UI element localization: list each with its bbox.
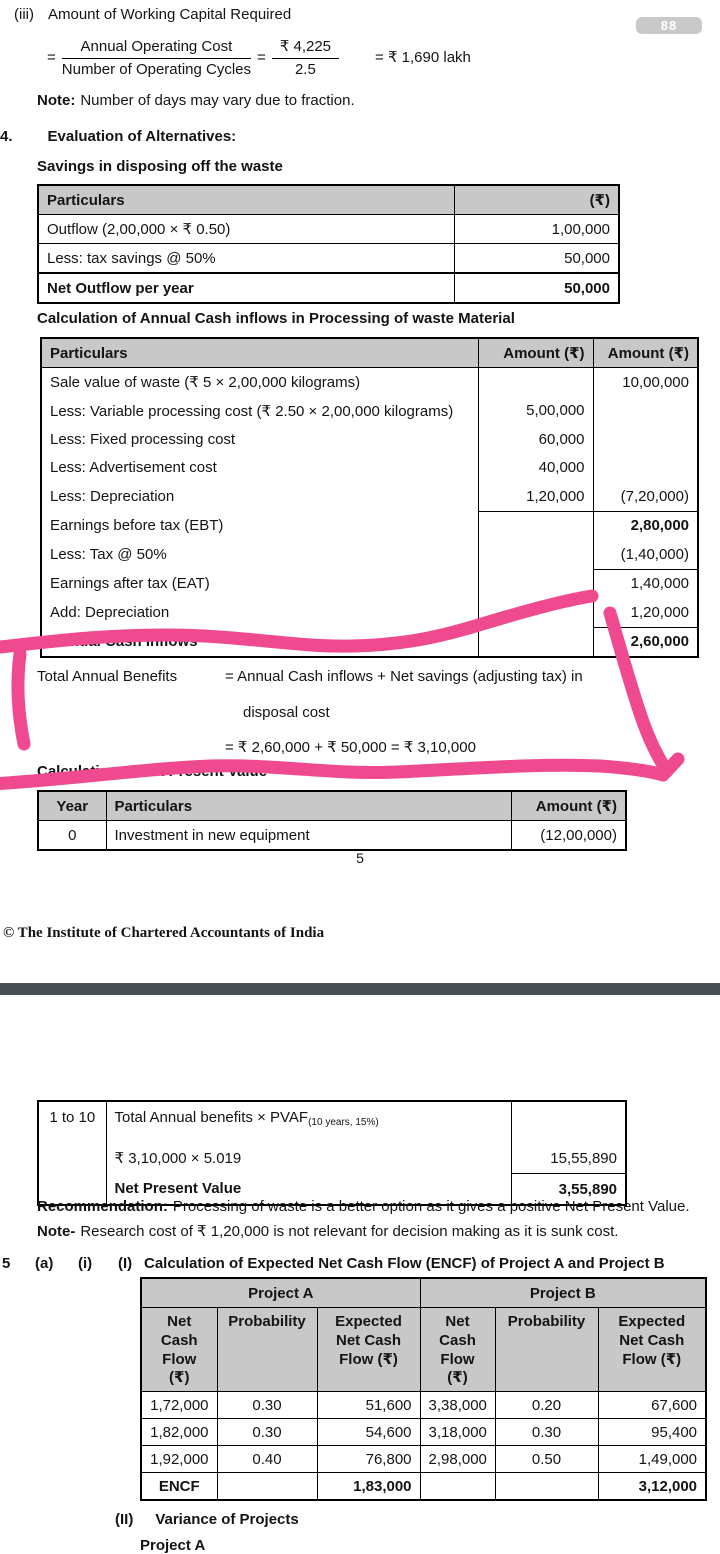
column-header: Expected Net Cash Flow (₹) bbox=[317, 1308, 420, 1392]
particulars-cell: Less: Depreciation bbox=[50, 488, 175, 505]
amount-cell: (12,00,000) bbox=[511, 821, 626, 851]
recommendation-label: Recommendation: bbox=[37, 1198, 168, 1215]
benefits-formula-cont: disposal cost bbox=[243, 704, 330, 721]
npv-table bbox=[37, 790, 627, 851]
expected-cell: 1,49,000 bbox=[598, 1446, 706, 1473]
table-row bbox=[41, 511, 698, 540]
section-title: Evaluation of Alternatives: bbox=[47, 128, 237, 145]
empty-cell bbox=[495, 1473, 598, 1501]
table-row bbox=[141, 1392, 706, 1419]
amount-cell bbox=[478, 569, 593, 598]
table-row bbox=[38, 215, 619, 244]
amount-cell: 15,55,890 bbox=[511, 1143, 626, 1174]
amount-cell bbox=[478, 627, 593, 657]
benefits-label: Total Annual Benefits bbox=[37, 668, 178, 685]
cashflow-cell: 2,98,000 bbox=[420, 1446, 495, 1473]
table-row bbox=[38, 1143, 626, 1174]
npv-continuation-table bbox=[37, 1100, 627, 1206]
copyright-line: © The Institute of Chartered Accountants of India bbox=[3, 925, 325, 941]
variance-title: Variance of Projects bbox=[155, 1511, 299, 1528]
particulars-cell: Less: Variable processing cost (₹ 2.50 × 2,00,000 kilograms) bbox=[50, 402, 454, 420]
particulars-cell: Earnings after tax (EAT) bbox=[50, 575, 210, 592]
amount-cell bbox=[511, 1101, 626, 1143]
encf-table bbox=[140, 1277, 707, 1501]
table-row bbox=[41, 454, 698, 483]
column-header: Particulars bbox=[38, 185, 454, 215]
particulars-cell: Less: Fixed processing cost bbox=[50, 430, 236, 448]
amount-cell: (7,20,000) bbox=[593, 482, 698, 511]
cashflow-cell: 1,92,000 bbox=[141, 1446, 217, 1473]
table-row bbox=[141, 1446, 706, 1473]
cutoff-heading-project-a: Project A bbox=[140, 1537, 206, 1554]
fraction-denominator: 2.5 bbox=[294, 61, 316, 78]
table-row bbox=[41, 569, 698, 598]
table-row bbox=[41, 397, 698, 426]
equals-sign: = bbox=[47, 48, 56, 66]
particulars-cell: Total Annual benefits × $PVAF_{(10 years, 15\%)}$ bbox=[114, 1109, 379, 1128]
table-row bbox=[41, 425, 698, 454]
amount-cell: (1,40,000) bbox=[593, 540, 698, 569]
section-4-heading bbox=[0, 128, 236, 145]
table-total-row bbox=[41, 627, 698, 657]
column-header: Amount (₹) bbox=[478, 338, 593, 368]
expected-cell: 54,600 bbox=[317, 1419, 420, 1446]
expected-cell: 51,600 bbox=[317, 1392, 420, 1419]
cashflow-cell: 3,18,000 bbox=[420, 1419, 495, 1446]
page-number-badge: 88 bbox=[636, 17, 702, 34]
fraction-numerator: ₹ 4,225 bbox=[272, 36, 339, 59]
inflows-heading: Calculation of Annual Cash inflows in Processing of waste Material bbox=[37, 310, 515, 327]
amount-cell: 3,55,890 bbox=[511, 1174, 626, 1206]
particulars-cell: Earnings before tax (EBT) bbox=[50, 517, 224, 534]
savings-subheading: Savings in disposing off the waste bbox=[37, 158, 283, 175]
column-header: Amount (₹) bbox=[593, 338, 698, 368]
expected-cell: 67,600 bbox=[598, 1392, 706, 1419]
working-capital-heading bbox=[14, 6, 291, 23]
pvaf-subscript: (10 years, 15%) bbox=[308, 1117, 379, 1128]
part-i-label: (i) bbox=[78, 1255, 93, 1272]
amount-cell bbox=[478, 368, 593, 397]
particulars-cell: Net Present Value bbox=[114, 1180, 242, 1198]
note-line bbox=[37, 92, 355, 109]
probability-cell: 0.20 bbox=[495, 1392, 598, 1419]
encf-label-cell: ENCF bbox=[141, 1473, 217, 1501]
probability-cell: 0.30 bbox=[495, 1419, 598, 1446]
npv-heading: Calculation of Net Present Value bbox=[37, 763, 268, 780]
item-number: (iii) bbox=[14, 6, 34, 23]
column-header: Probability bbox=[217, 1308, 317, 1392]
amount-cell bbox=[478, 540, 593, 569]
project-b-header: Project B bbox=[420, 1278, 706, 1308]
total-benefits-line bbox=[37, 668, 583, 685]
page-number: 5 bbox=[356, 850, 364, 866]
particulars-cell: Sale value of waste (₹ 5 × 2,00,000 kilograms) bbox=[50, 374, 361, 392]
amount-cell: 1,20,000 bbox=[593, 598, 698, 627]
table-row bbox=[38, 821, 626, 851]
section-number: 4. bbox=[0, 128, 13, 145]
note-label: Note- bbox=[37, 1223, 76, 1240]
column-header: Particulars bbox=[41, 338, 478, 368]
heading-text: Amount of Working Capital Required bbox=[48, 6, 292, 23]
column-header: Net Cash Flow (₹) bbox=[141, 1308, 217, 1392]
amount-cell: 40,000 bbox=[478, 454, 593, 483]
table-row bbox=[41, 598, 698, 627]
particulars-cell: Less: tax savings @ 50% bbox=[38, 244, 454, 274]
year-cell: 1 to 10 bbox=[38, 1101, 106, 1205]
savings-table bbox=[37, 184, 620, 304]
variance-heading bbox=[115, 1511, 299, 1528]
amount-cell bbox=[593, 454, 698, 483]
amount-cell: 2,80,000 bbox=[593, 511, 698, 540]
amount-cell: 1,20,000 bbox=[478, 482, 593, 511]
working-capital-formula bbox=[47, 36, 471, 78]
note-text: Research cost of ₹ 1,20,000 is not relevant for decision making as it is sunk cost. bbox=[80, 1223, 619, 1240]
year-cell: 0 bbox=[38, 821, 106, 851]
column-header: Expected Net Cash Flow (₹) bbox=[598, 1308, 706, 1392]
probability-cell: 0.30 bbox=[217, 1392, 317, 1419]
amount-cell: 2,60,000 bbox=[593, 627, 698, 657]
particulars-cell: Less: Advertisement cost bbox=[50, 459, 217, 477]
empty-cell bbox=[217, 1473, 317, 1501]
amount-cell: 60,000 bbox=[478, 425, 593, 454]
amount-cell: 50,000 bbox=[454, 273, 619, 303]
encf-heading: Calculation of Expected Net Cash Flow (ENCF) of Project A and Project B bbox=[144, 1255, 665, 1272]
particulars-cell: Annual Cash inflows bbox=[50, 633, 198, 650]
recommendation-text: Processing of waste is a better option as it gives a positive Net Present Value. bbox=[172, 1198, 690, 1215]
cashflow-cell: 3,38,000 bbox=[420, 1392, 495, 1419]
expected-cell: 95,400 bbox=[598, 1419, 706, 1446]
particulars-cell: Less: Tax @ 50% bbox=[50, 546, 167, 563]
particulars-cell: Net Outflow per year bbox=[38, 273, 454, 303]
empty-cell bbox=[420, 1473, 495, 1501]
fraction-numerator: Annual Operating Cost bbox=[62, 37, 251, 59]
particulars-cell: Add: Depreciation bbox=[50, 604, 170, 621]
column-header: Net Cash Flow (₹) bbox=[420, 1308, 495, 1392]
part-a-label: (a) bbox=[35, 1255, 54, 1272]
column-header: (₹) bbox=[454, 185, 619, 215]
amount-cell: 1,40,000 bbox=[593, 569, 698, 598]
table-row bbox=[41, 482, 698, 511]
cashflow-cell: 1,82,000 bbox=[141, 1419, 217, 1446]
table-row bbox=[38, 1101, 626, 1143]
encf-b-cell: 3,12,000 bbox=[598, 1473, 706, 1501]
expected-cell: 76,800 bbox=[317, 1446, 420, 1473]
column-header: Year bbox=[38, 791, 106, 821]
particulars-cell: Outflow (2,00,000 × ₹ 0.50) bbox=[38, 215, 454, 244]
fraction-values bbox=[272, 36, 339, 78]
recommendation-line bbox=[37, 1198, 713, 1215]
probability-cell: 0.30 bbox=[217, 1419, 317, 1446]
cashflow-cell: 1,72,000 bbox=[141, 1392, 217, 1419]
amount-cell: 10,00,000 bbox=[593, 368, 698, 397]
formula-result: = ₹ 1,690 lakh bbox=[375, 49, 471, 66]
table-row bbox=[38, 244, 619, 274]
inflows-table bbox=[40, 337, 699, 658]
table-row bbox=[141, 1419, 706, 1446]
part-I-label: (I) bbox=[118, 1255, 133, 1272]
particulars-cell: ₹ 3,10,000 × 5.019 bbox=[114, 1150, 242, 1168]
column-header: Particulars bbox=[106, 791, 511, 821]
variance-number: (II) bbox=[115, 1511, 134, 1528]
note-text: Number of days may vary due to fraction. bbox=[80, 92, 355, 109]
fraction-denominator: Number of Operating Cycles bbox=[61, 60, 252, 78]
particulars-cell: Investment in new equipment bbox=[106, 821, 511, 851]
encf-a-cell: 1,83,000 bbox=[317, 1473, 420, 1501]
table-total-row bbox=[141, 1473, 706, 1501]
probability-cell: 0.40 bbox=[217, 1446, 317, 1473]
amount-cell: 50,000 bbox=[454, 244, 619, 274]
table-row bbox=[41, 540, 698, 569]
amount-cell: 1,00,000 bbox=[454, 215, 619, 244]
amount-cell: 5,00,000 bbox=[478, 397, 593, 426]
note-line bbox=[37, 1222, 713, 1240]
probability-cell: 0.50 bbox=[495, 1446, 598, 1473]
amount-cell bbox=[478, 598, 593, 627]
table-total-row bbox=[38, 273, 619, 303]
note-label: Note: bbox=[37, 92, 76, 109]
equals-sign: = bbox=[257, 48, 266, 66]
column-header: Amount (₹) bbox=[511, 791, 626, 821]
column-header: Probability bbox=[495, 1308, 598, 1392]
benefits-formula: = Annual Cash inflows + Net savings (adjusting tax) in bbox=[225, 668, 583, 685]
question-number: 5 bbox=[2, 1255, 11, 1272]
table-row bbox=[41, 368, 698, 397]
marker-stroke-left bbox=[18, 654, 24, 744]
amount-cell bbox=[478, 511, 593, 540]
amount-cell bbox=[593, 397, 698, 426]
amount-cell bbox=[593, 425, 698, 454]
benefits-result: = ₹ 2,60,000 + ₹ 50,000 = ₹ 3,10,000 bbox=[225, 739, 476, 756]
project-a-header: Project A bbox=[141, 1278, 420, 1308]
fraction-operating-cost bbox=[62, 37, 251, 78]
page-divider-bar bbox=[0, 983, 720, 995]
